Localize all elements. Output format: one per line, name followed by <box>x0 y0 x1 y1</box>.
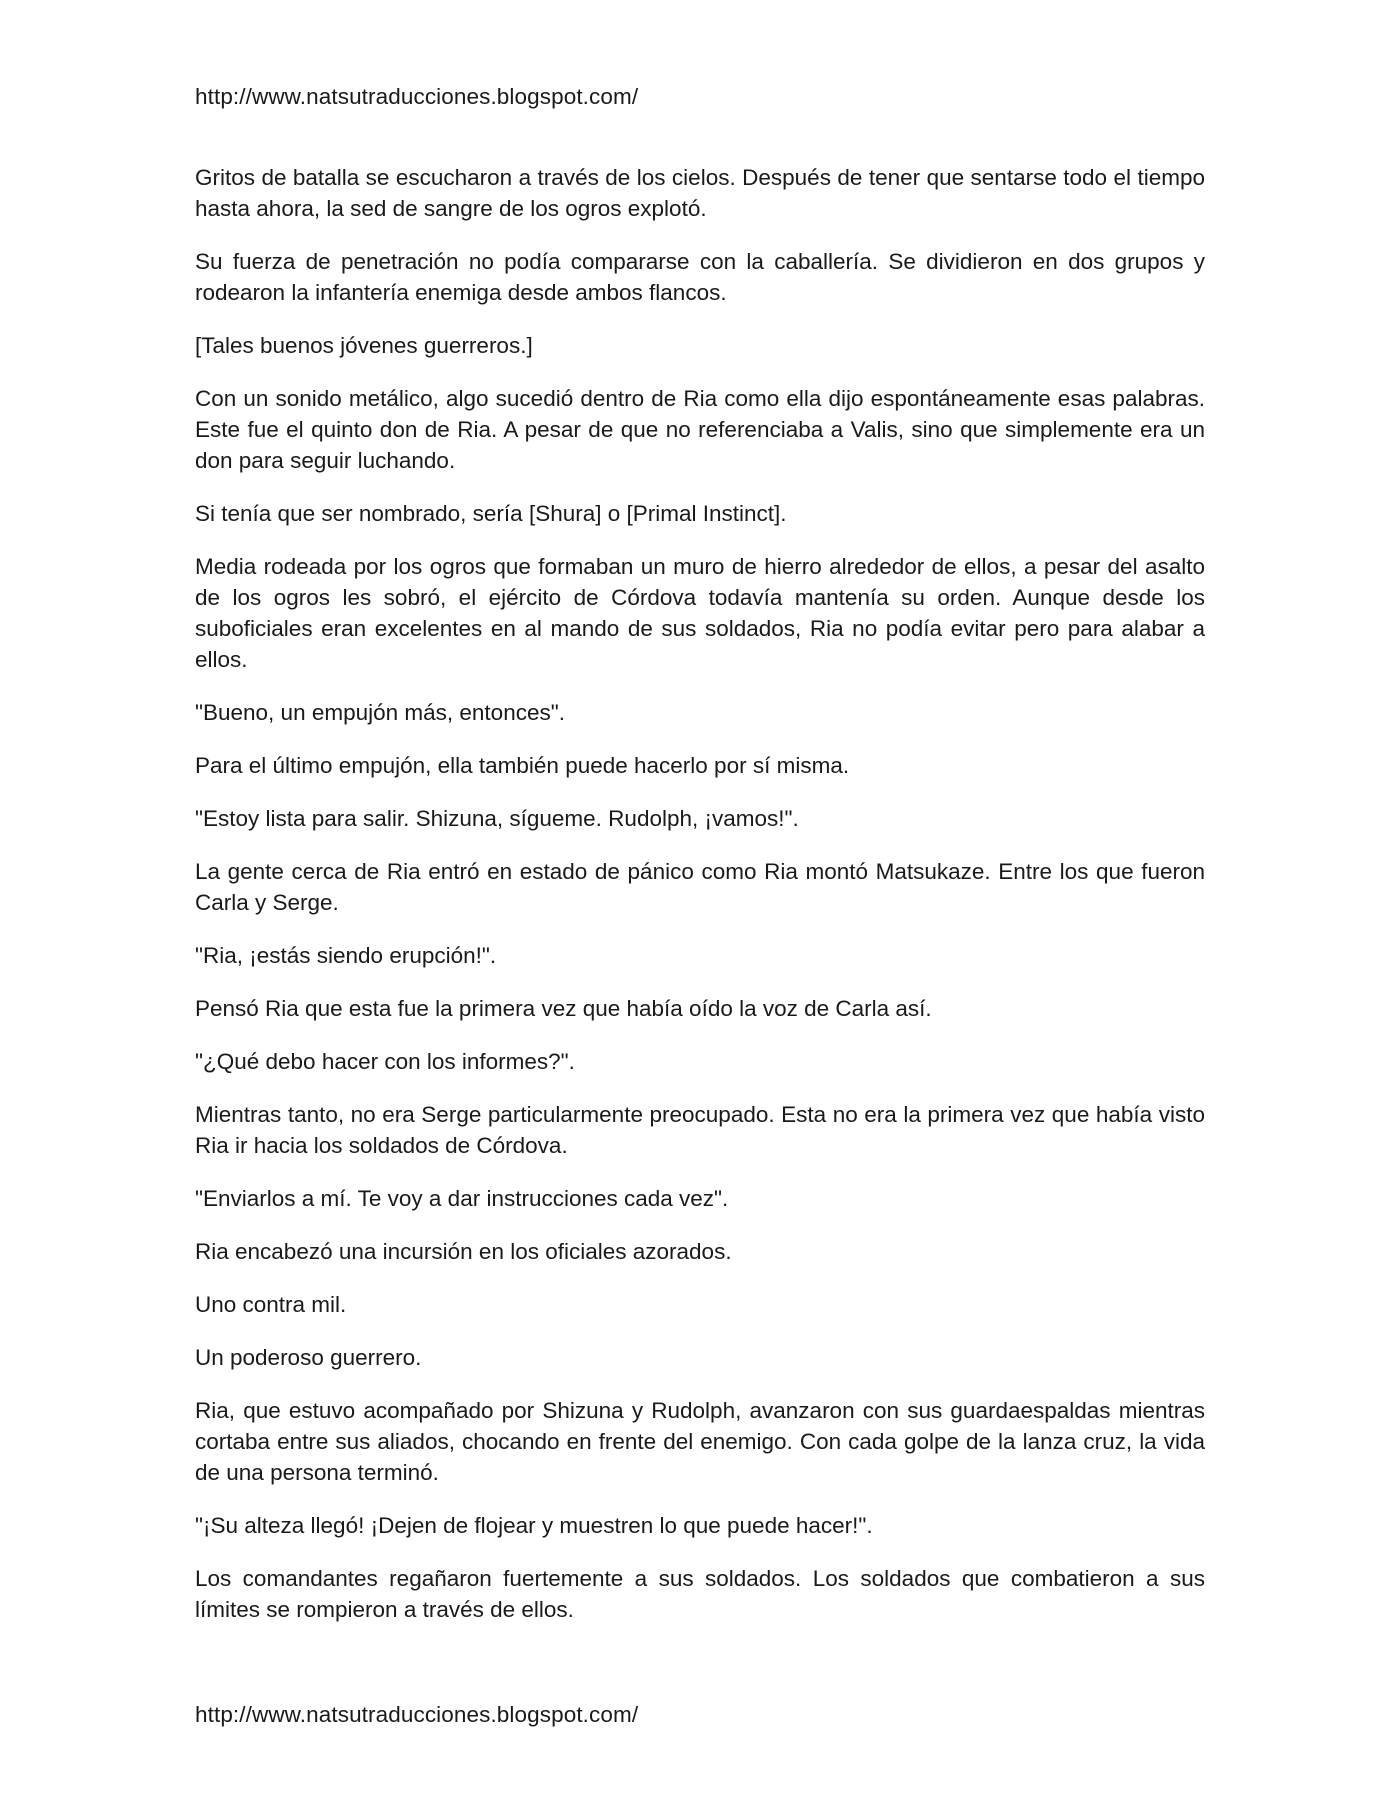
header-url: http://www.natsutraducciones.blogspot.com/ <box>195 84 639 109</box>
paragraph: "¡Su alteza llegó! ¡Dejen de flojear y muestren lo que puede hacer!". <box>195 1513 873 1538</box>
paragraph: Media rodeada por los ogros que formaban un muro de hierro alrededor de ellos, a pesar del asalto de los ogros les sobró, el ejército de Córdova todavía mantenía su orden. Aunque desde los suboficiales eran excelentes en al mando de sus soldados, Ria no podía evitar pero para alabar a ellos. <box>195 554 1205 672</box>
paragraph: Si tenía que ser nombrado, sería [Shura] o [Primal Instinct]. <box>195 501 787 526</box>
paragraph: "Enviarlos a mí. Te voy a dar instrucciones cada vez". <box>195 1186 729 1211</box>
footer-url: http://www.natsutraducciones.blogspot.com/ <box>195 1702 639 1727</box>
document-body <box>195 162 1205 1647</box>
paragraph: Su fuerza de penetración no podía compararse con la caballería. Se dividieron en dos grupos y rodearon la infantería enemiga desde ambos flancos. <box>195 249 1205 305</box>
paragraph: Ria, que estuvo acompañado por Shizuna y Rudolph, avanzaron con sus guardaespaldas mientras cortaba entre sus aliados, chocando en frente del enemigo. Con cada golpe de la lanza cruz, la vida de una persona terminó. <box>195 1398 1205 1485</box>
paragraph: "Estoy lista para salir. Shizuna, sígueme. Rudolph, ¡vamos!". <box>195 806 799 831</box>
paragraph: Pensó Ria que esta fue la primera vez que había oído la voz de Carla así. <box>195 996 932 1021</box>
paragraph: Gritos de batalla se escucharon a través de los cielos. Después de tener que sentarse todo el tiempo hasta ahora, la sed de sangre de los ogros explotó. <box>195 165 1205 221</box>
paragraph: "Bueno, un empujón más, entonces". <box>195 700 565 725</box>
paragraph: Con un sonido metálico, algo sucedió dentro de Ria como ella dijo espontáneamente esas palabras. Este fue el quinto don de Ria. A pesar de que no referenciaba a Valis, sino que simplemente era un don para seguir luchando. <box>195 386 1205 473</box>
paragraph: Uno contra mil. <box>195 1292 347 1317</box>
paragraph: "¿Qué debo hacer con los informes?". <box>195 1049 575 1074</box>
paragraph: Un poderoso guerrero. <box>195 1345 422 1370</box>
paragraph: "Ria, ¡estás siendo erupción!". <box>195 943 497 968</box>
paragraph: La gente cerca de Ria entró en estado de pánico como Ria montó Matsukaze. Entre los que fueron Carla y Serge. <box>195 859 1205 915</box>
paragraph: [Tales buenos jóvenes guerreros.] <box>195 333 533 358</box>
paragraph: Ria encabezó una incursión en los oficiales azorados. <box>195 1239 732 1264</box>
paragraph: Para el último empujón, ella también puede hacerlo por sí misma. <box>195 753 850 778</box>
paragraph: Mientras tanto, no era Serge particularmente preocupado. Esta no era la primera vez que había visto Ria ir hacia los soldados de Córdova. <box>195 1102 1205 1158</box>
paragraph: Los comandantes regañaron fuertemente a sus soldados. Los soldados que combatieron a sus límites se rompieron a través de ellos. <box>195 1566 1205 1622</box>
